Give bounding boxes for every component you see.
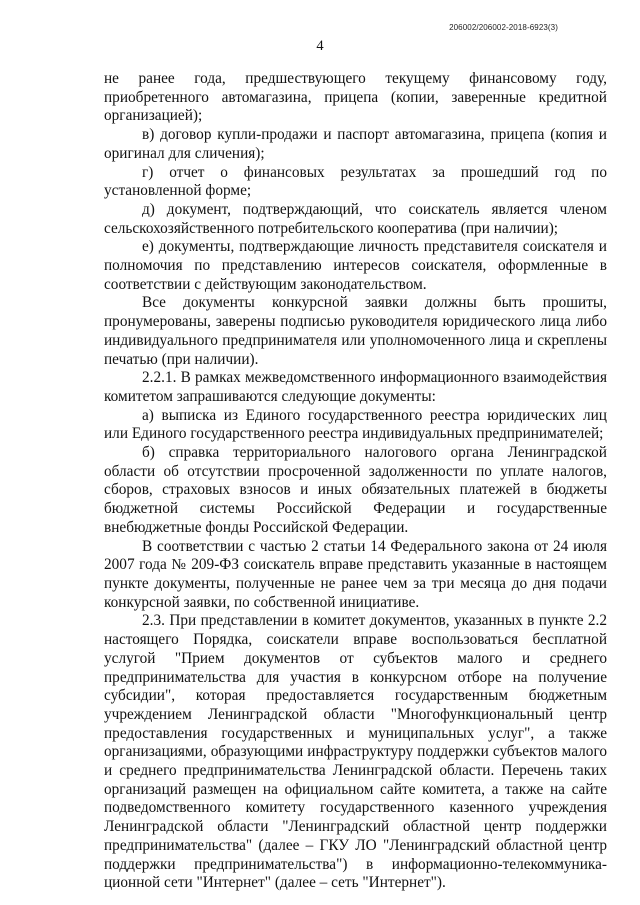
paragraph-2-3: 2.3. При представлении в комитет документов, указанных в пункте 2.2 настоящего Порядка, соискатели вправе воспользоваться бесплатной услугой "Прием документов от субъектов малого и среднего предпринимательства для участия в конкурсном отборе на получение субсидии", которая предоставляется государственным бюджетным учреждением Ленинградской области "Многофункциональный центр предоставления государственных и муниципальных услуг", а также организациями, образующими инфраструктуру поддержки субъектов малого и среднего предпринимательства Ленинградской области. Перечень таких организаций размещен на официальном сайте комитета, а также на сайте подведомственного комитету государственного казенного учреждения Ленинградской области "Ленинградский областной центр поддержки предпринимательства" (далее – ГКУ ЛО "Ленинградский областной центр поддержки предпринимательства") в информационно-телекоммуника-ционной сети "Интернет" (далее – сеть "Интернет"). bbox=[104, 612, 607, 892]
paragraph-item-v: в) договор купли-продажи и паспорт автомагазина, прицепа (копия и оригинал для сличения); bbox=[104, 126, 607, 162]
paragraph-item-a: а) выписка из Единого государственного реестра юридических лиц или Единого государственного реестра индивидуальных предпринимателей; bbox=[104, 406, 607, 443]
page-number: 4 bbox=[316, 38, 324, 54]
paragraph-federal-law: В соответствии с частью 2 статьи 14 Федерального закона от 24 июля 2007 года № 209-ФЗ соискатель вправе представить указанные в настоящем пункте документы, полученные не ранее чем за три месяца до дня подачи конкурсной заявки, по собственной инициативе. bbox=[104, 537, 607, 611]
paragraph-requirements: Все документы конкурсной заявки должны быть прошиты, пронумерованы, заверены подписью руководителя юридического лица либо индивидуального предпринимателя или уполномоченного лица и скреплены печатью (при наличии). bbox=[104, 294, 607, 368]
paragraph-2-2-1: 2.2.1. В рамках межведомственного информационного взаимодействия комитетом запрашиваются следующие документы: bbox=[104, 369, 607, 405]
paragraph-item-g: г) отчет о финансовых результатах за прошедший год по установленной форме; bbox=[104, 163, 607, 200]
paragraph-continuation: не ранее года, предшествующего текущему финансовому году, приобретенного автомагазина, прицепа (копии, заверенные кредитной организацией); bbox=[104, 70, 607, 125]
paragraph-item-d: д) документ, подтверждающий, что соискатель является членом сельскохозяйственного потребительского кооператива (при наличии); bbox=[104, 200, 607, 237]
paragraph-item-b: б) справка территориального налогового органа Ленинградской области об отсутствии просроченной задолженности по уплате налогов, сборов, страховых взносов и иных обязательных платежей в бюджеты бюджетной системы Российской Федерации и государственные внебюджетные фонды Российской Федерации. bbox=[104, 444, 607, 536]
document-code: 206002/206002-2018-6923(3) bbox=[449, 23, 558, 32]
paragraph-item-e: е) документы, подтверждающие личность представителя соискателя и полномочия по представлению интересов соискателя, оформленные в соответствии с действующим законодательством. bbox=[104, 238, 607, 293]
document-body bbox=[104, 70, 607, 893]
